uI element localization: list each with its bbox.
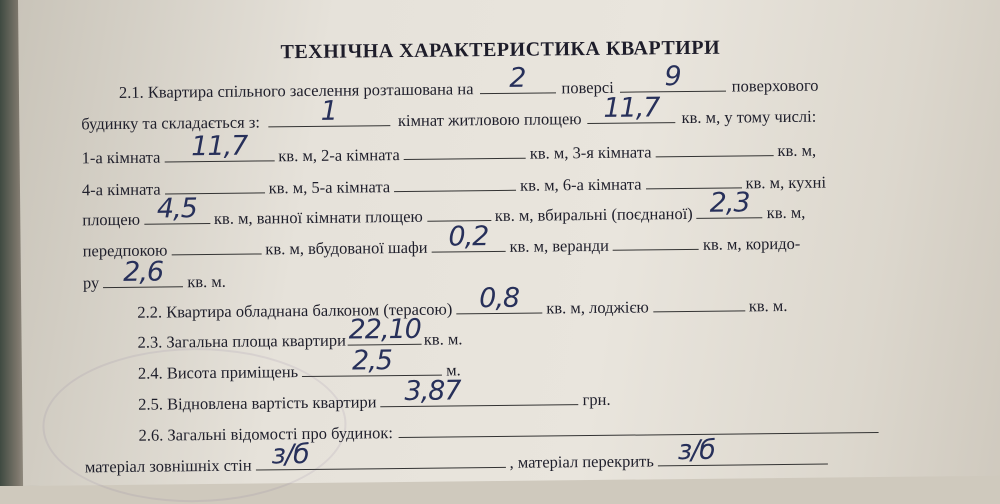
room3-field bbox=[655, 137, 773, 157]
line-2-2: 2.2. Квартира обладнана балконом (терасою) 0,8 кв. м, лоджією кв. м. bbox=[137, 282, 788, 322]
line-2-6: 2.6. Загальні відомості про будинок: bbox=[138, 414, 885, 446]
hallway-field bbox=[171, 235, 261, 255]
room2-field bbox=[404, 140, 526, 160]
room4-field bbox=[165, 174, 265, 194]
room5-field bbox=[394, 172, 516, 192]
total-area-field: 22,10 bbox=[348, 313, 422, 346]
ceiling-material-field: з/б bbox=[658, 446, 828, 467]
floor-field: 2 bbox=[479, 74, 555, 94]
closet-field: 0,2 bbox=[431, 233, 505, 253]
balcony-field: 0,8 bbox=[456, 295, 542, 315]
line-2-1: 2.1. Квартира спільного заселення розташована на 2 поверсі 9 поверхового bbox=[118, 61, 819, 102]
line-materials: матеріал зовнішніх стін з/б , матеріал перекрить з/б bbox=[85, 446, 832, 478]
cost-field: 3,87 bbox=[380, 386, 578, 407]
line-kitchen: площею 4,5 кв. м, ванної кімнати площею кв. м, вбиральні (поєднаної) 2,3 кв. м, bbox=[82, 187, 806, 230]
room1-field: 11,7 bbox=[164, 142, 274, 162]
line-2-4: 2.4. Висота приміщень 2,5 м. bbox=[137, 345, 461, 383]
line-hallway: передпокою кв. м, вбудованої шафи 0,2 кв. м, веранди кв. м, коридо- bbox=[82, 221, 801, 261]
page-title: ТЕХНІЧНА ХАРАКТЕРИСТИКА КВАРТИРИ bbox=[280, 36, 721, 64]
kitchen-field: 4,5 bbox=[144, 205, 210, 225]
wc-field: 2,3 bbox=[697, 199, 763, 219]
bathroom-field bbox=[427, 202, 491, 222]
document-page bbox=[18, 0, 1000, 486]
line-corridor: ру 2,6 кв. м. bbox=[82, 256, 226, 293]
building-info-field bbox=[399, 414, 879, 438]
line-building: будинку та складається з: 1 кімнат житловою площею 11,7 кв. м, у тому числі: bbox=[81, 92, 817, 134]
walls-material-field: з/б bbox=[255, 449, 505, 471]
corridor-field: 2,6 bbox=[103, 268, 183, 288]
storeys-field: 9 bbox=[620, 73, 726, 93]
living-area-field: 11,7 bbox=[587, 104, 675, 124]
line-2-3: 2.3. Загальна площа квартири 22,10 кв. м. bbox=[137, 313, 463, 352]
veranda-field bbox=[613, 231, 699, 251]
rooms-field: 1 bbox=[268, 107, 390, 127]
line-2-5: 2.5. Відновлена вартість квартири 3,87 грн. bbox=[138, 375, 611, 414]
loggia-field bbox=[653, 292, 745, 312]
line-rooms-1-3: 1-а кімната 11,7 кв. м, 2-а кімната кв. м, 3-я кімната кв. м, bbox=[81, 130, 817, 168]
room6-field bbox=[645, 169, 741, 189]
height-field: 2,5 bbox=[302, 357, 442, 377]
line-rooms-4-6: 4-а кімната кв. м, 5-а кімната кв. м, 6-а кімната кв. м, кухні bbox=[82, 169, 826, 201]
